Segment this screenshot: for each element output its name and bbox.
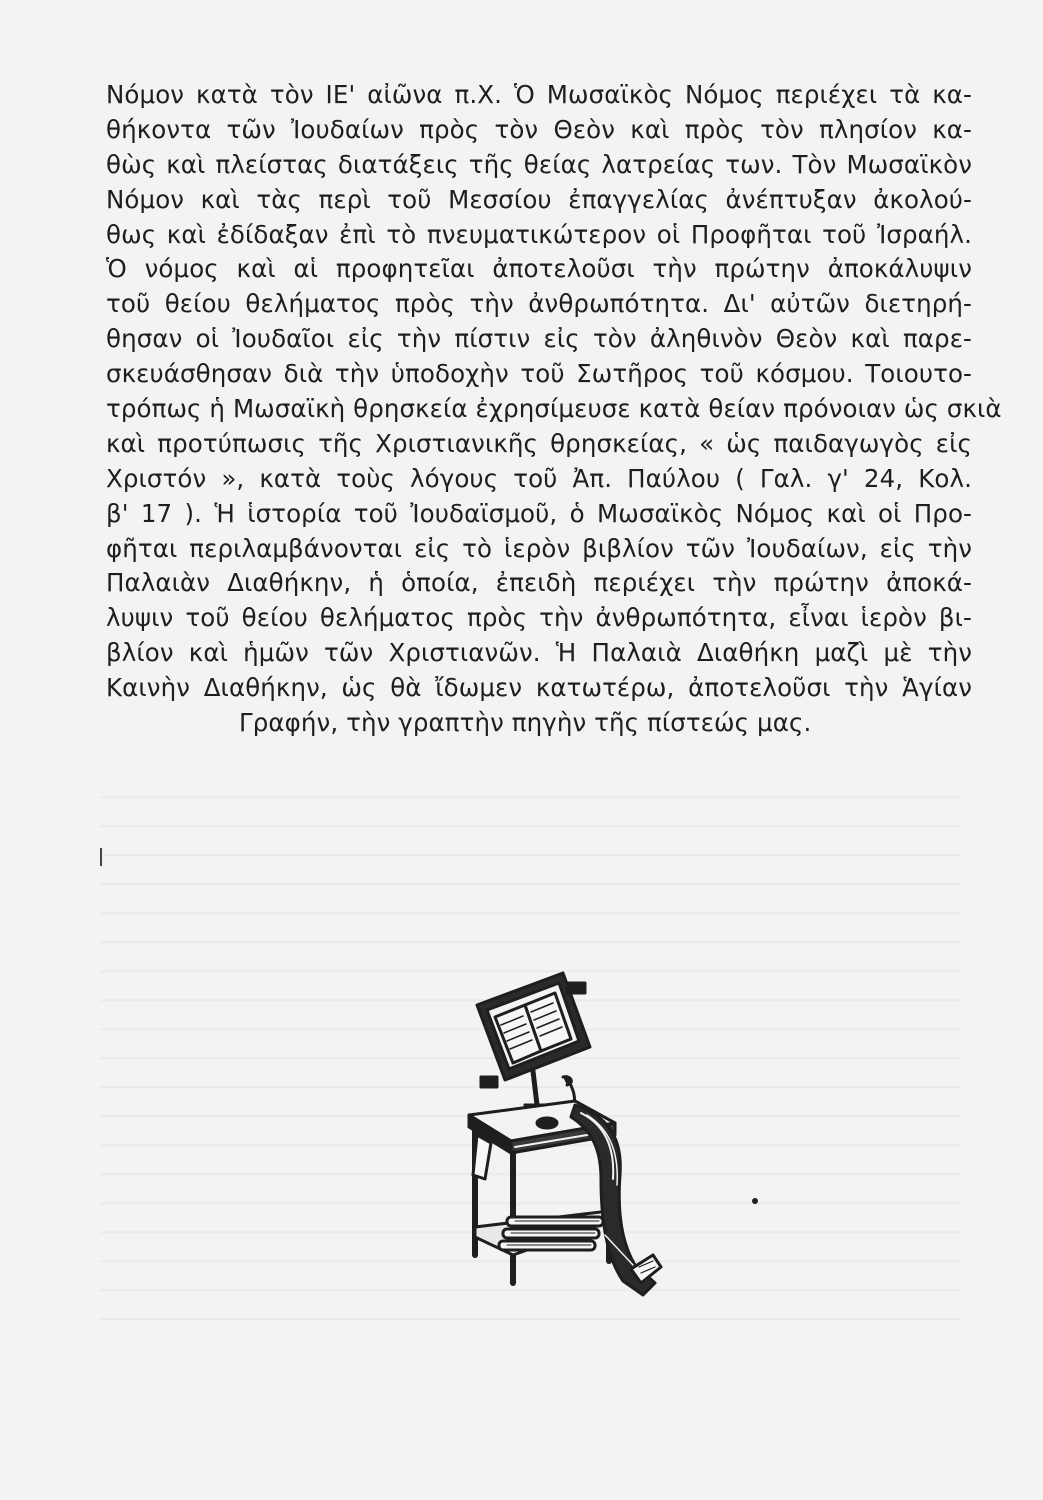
text-line: Νόμον κατὰ τὸν ΙΕ' αἰῶνα π.Χ. Ὁ Μωσαϊκὸς Νόμος περιέχει τὰ κα-	[106, 80, 972, 109]
text-line: θὼς καὶ πλείστας διατάξεις τῆς θείας λατρείας των. Τὸν Μωσαϊκὸν	[106, 149, 972, 179]
text-line: Παλαιὰν Διαθήκην, ἡ ὁποία, ἐπειδὴ περιέχει τὴν πρώτην ἀποκά-	[106, 568, 972, 598]
text-line: τοῦ θείου θελήματος πρὸς τὴν ἀνθρωπότητα. Δι' αὐτῶν διετηρή-	[106, 289, 972, 319]
text-line: Καινὴν Διαθήκην, ὡς θὰ ἴδωμεν κατωτέρω, ἀποτελοῦσι τὴν Ἁγίαν	[106, 673, 972, 703]
text-line: σκευάσθησαν διὰ τὴν ὑποδοχὴν τοῦ Σωτῆρος τοῦ κόσμου. Τοιουτο-	[106, 359, 972, 389]
text-line: β' 17 ). Ἡ ἱστορία τοῦ Ἰουδαϊσμοῦ, ὁ Μωσαϊκὸς Νόμος καὶ οἱ Προ-	[106, 498, 972, 528]
text-line: Χριστόν », κατὰ τοὺς λόγους τοῦ Ἀπ. Παύλου ( Γαλ. γ' 24, Κολ.	[106, 463, 972, 493]
text-line: καὶ προτύπωσις τῆς Χριστιανικῆς θρησκείας, « ὡς παιδαγωγὸς εἰς	[106, 428, 972, 458]
text-line: θησαν οἱ Ἰουδαῖοι εἰς τὴν πίστιν εἰς τὸν ἀληθινὸν Θεὸν καὶ παρε-	[106, 324, 972, 354]
text-line: φῆται περιλαμβάνονται εἰς τὸ ἱερὸν βιβλίον τῶν Ἰουδαίων, εἰς τὴν	[106, 533, 972, 563]
lectern-with-scrolls-icon	[455, 965, 765, 1310]
text-line: Νόμον καὶ τὰς περὶ τοῦ Μεσσίου ἐπαγγελίας ἀνέπτυξαν ἀκολού-	[106, 184, 972, 214]
text-line: βλίον καὶ ἡμῶν τῶν Χριστιανῶν. Ἡ Παλαιὰ Διαθήκη μαζὶ μὲ τὴν	[106, 638, 972, 668]
margin-mark	[100, 848, 102, 866]
text-line-last: Γραφήν, τὴν γραπτὴν πηγὴν τῆς πίστεώς μας.	[239, 708, 812, 738]
text-line: λυψιν τοῦ θείου θελήματος πρὸς τὴν ἀνθρωπότητα, εἶναι ἱερὸν βι-	[106, 603, 972, 633]
text-line: Ὁ νόμος καὶ αἱ προφητεῖαι ἀποτελοῦσι τὴν πρώτην ἀποκάλυψιν	[106, 254, 972, 284]
body-paragraph	[106, 78, 1002, 741]
text-line: τρόπως ἡ Μωσαϊκὴ θρησκεία ἐχρησίμευσε κατὰ θείαν πρόνοιαν ὡς σκιὰ	[106, 394, 1002, 424]
text-line: θως καὶ ἐδίδαξαν ἐπὶ τὸ πνευματικώτερον οἱ Προφῆται τοῦ Ἰσραήλ.	[106, 219, 972, 249]
text-line: θήκοντα τῶν Ἰουδαίων πρὸς τὸν Θεὸν καὶ πρὸς τὸν πλησίον κα-	[106, 114, 972, 144]
